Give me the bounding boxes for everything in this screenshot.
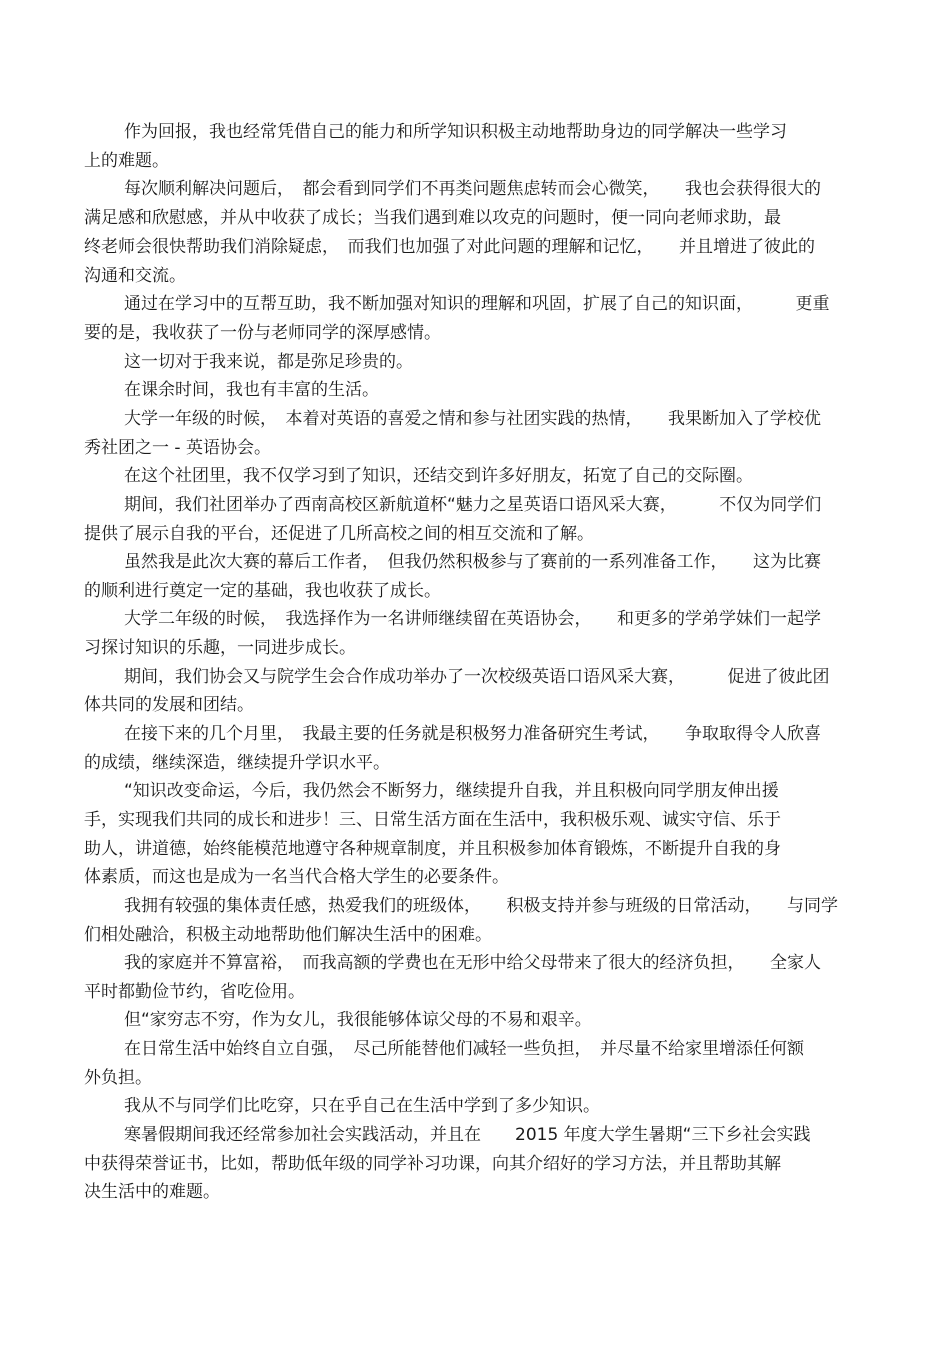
text-line: 的成绩，继续深造，继续提升学识水平。 <box>84 753 390 773</box>
text-line: 这一切对于我来说，都是弥足珍贵的。 <box>124 352 413 372</box>
text-line: 通过在学习中的互帮互助，我不断加强对知识的理解和巩固，扩展了自己的知识面， 更重 <box>124 294 830 314</box>
text-line: 但“家穷志不穷，作为女儿，我很能够体谅父母的不易和艰辛。 <box>124 1010 592 1030</box>
text-line: 满足感和欣慰感，并从中收获了成长；当我们遇到难以攻克的问题时，便一同向老师求助，最 <box>84 208 781 228</box>
text-line: 提供了展示自我的平台，还促进了几所高校之间的相互交流和了解。 <box>84 524 594 544</box>
text-line: 秀社团之一 - 英语协会。 <box>84 438 271 458</box>
text-line: 习探讨知识的乐趣，一同进步成长。 <box>84 638 356 658</box>
text-line: 在这个社团里，我不仅学习到了知识，还结交到许多好朋友，拓宽了自己的交际圈。 <box>124 466 753 486</box>
text-line: 们相处融洽，积极主动地帮助他们解决生活中的困难。 <box>84 925 492 945</box>
text-line: 平时都勤俭节约，省吃俭用。 <box>84 982 305 1002</box>
text-line: 体素质，而这也是成为一名当代合格大学生的必要条件。 <box>84 867 509 887</box>
text-line: 我拥有较强的集体责任感，热爱我们的班级体， 积极支持并参与班级的日常活动， 与同学 <box>124 896 838 916</box>
text-line: 大学一年级的时候， 本着对英语的喜爱之情和参与社团实践的热情， 我果断加入了学校优 <box>124 409 821 429</box>
text-line: 要的是，我收获了一份与老师同学的深厚感情。 <box>84 323 441 343</box>
text-line: 每次顺利解决问题后， 都会看到同学们不再类问题焦虑转而会心微笑， 我也会获得很大的 <box>124 179 821 199</box>
text-line: 中获得荣誉证书，比如，帮助低年级的同学补习功课，向其介绍好的学习方法，并且帮助其解 <box>84 1154 781 1174</box>
text-line: 我从不与同学们比吃穿，只在乎自己在生活中学到了多少知识。 <box>124 1096 600 1116</box>
text-line: “知识改变命运，今后，我仍然会不断努力，继续提升自我，并且积极向同学朋友伸出援 <box>124 781 779 801</box>
text-line: 期间，我们社团举办了西南高校区新航道杯“魅力之星英语口语风采大赛， 不仅为同学们 <box>124 495 822 515</box>
text-line: 我的家庭并不算富裕， 而我高额的学费也在无形中给父母带来了很大的经济负担， 全家人 <box>124 953 821 973</box>
text-line: 终老师会很快帮助我们消除疑虑， 而我们也加强了对此问题的理解和记忆， 并且增进了彼此的 <box>84 237 815 257</box>
text-line: 寒暑假期间我还经常参加社会实践活动，并且在 2015 年度大学生暑期“三下乡社会实践 <box>124 1125 811 1145</box>
text-line: 作为回报，我也经常凭借自己的能力和所学知识积极主动地帮助身边的同学解决一些学习 <box>124 122 787 142</box>
text-line: 手，实现我们共同的成长和进步！三、日常生活方面在生活中，我积极乐观、诚实守信、乐于 <box>84 810 781 830</box>
text-line: 决生活中的难题。 <box>84 1182 220 1202</box>
text-line: 大学二年级的时候， 我选择作为一名讲师继续留在英语协会， 和更多的学弟学妹们一起学 <box>124 609 821 629</box>
text-line: 沟通和交流。 <box>84 266 186 286</box>
text-line: 在课余时间，我也有丰富的生活。 <box>124 380 379 400</box>
text-line: 虽然我是此次大赛的幕后工作者， 但我仍然积极参与了赛前的一系列准备工作， 这为比赛 <box>124 552 821 572</box>
text-line: 上的难题。 <box>84 151 169 171</box>
text-line: 期间，我们协会又与院学生会合作成功举办了一次校级英语口语风采大赛， 促进了彼此团 <box>124 667 830 687</box>
text-line: 的顺利进行奠定一定的基础，我也收获了成长。 <box>84 581 441 601</box>
text-line: 在日常生活中始终自立自强， 尽己所能替他们减轻一些负担， 并尽量不给家里增添任何额 <box>124 1039 804 1059</box>
text-line: 外负担。 <box>84 1068 152 1088</box>
text-line: 助人，讲道德，始终能模范地遵守各种规章制度，并且积极参加体育锻炼，不断提升自我的身 <box>84 839 781 859</box>
text-line: 体共同的发展和团结。 <box>84 695 254 715</box>
text-line: 在接下来的几个月里， 我最主要的任务就是积极努力准备研究生考试， 争取取得令人欣喜 <box>124 724 821 744</box>
